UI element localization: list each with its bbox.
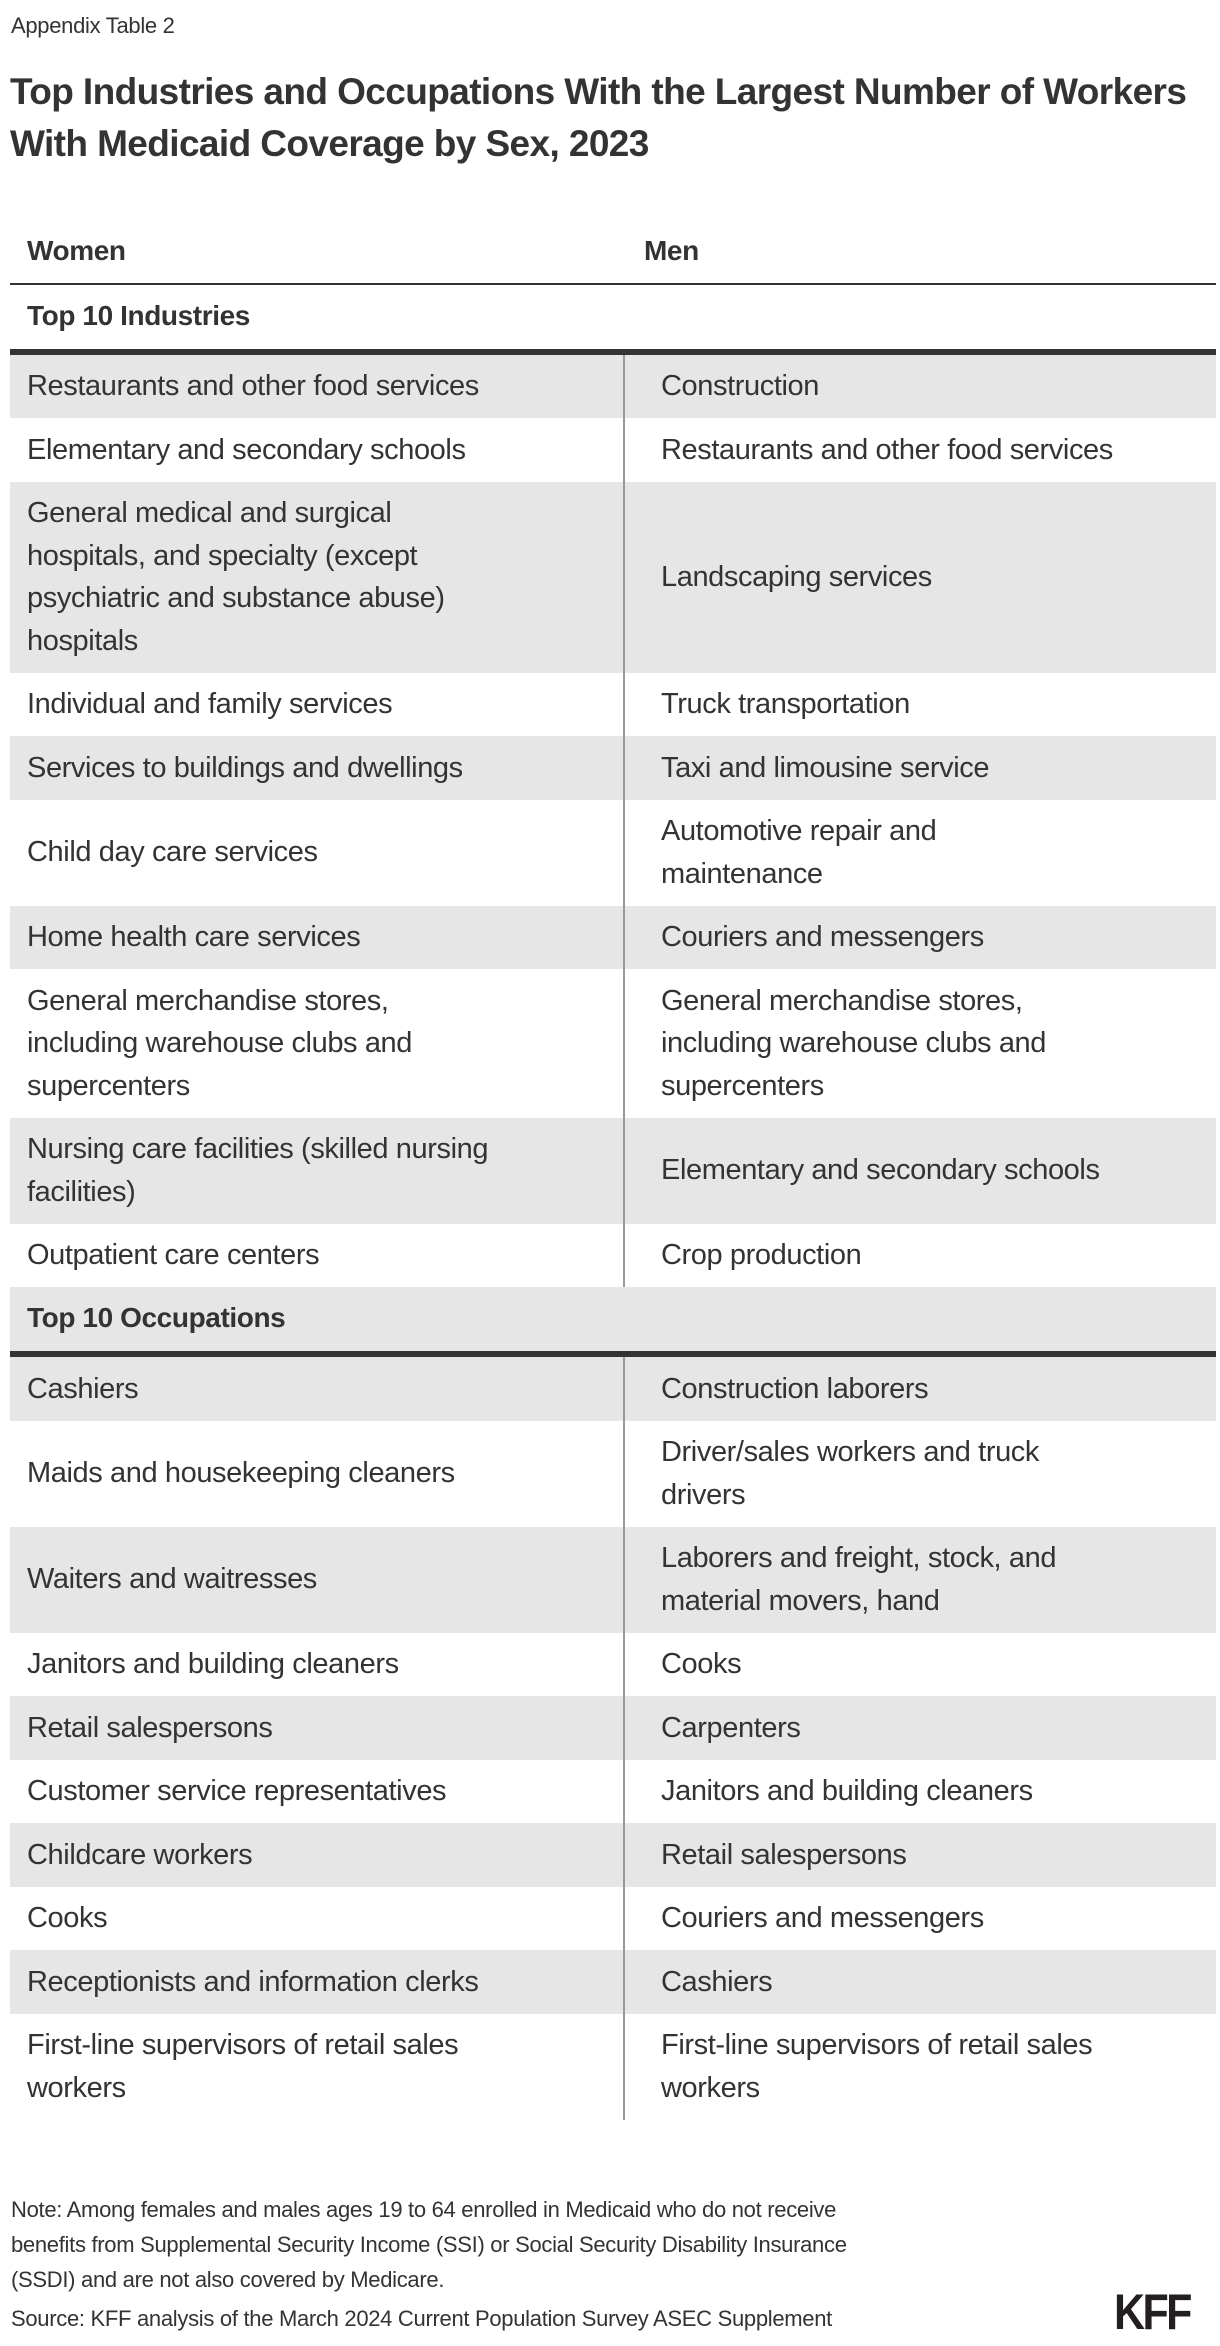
cell-text-line: First-line supervisors of retail sales xyxy=(27,2029,459,2061)
cell-text-line: Waiters and waitresses xyxy=(27,1563,317,1596)
cell-text-line: supercenters xyxy=(661,1069,824,1102)
cell-men xyxy=(624,673,1216,737)
cell-men xyxy=(624,418,1216,482)
table-row xyxy=(10,482,1216,673)
cell-men xyxy=(624,1696,1216,1760)
table-row xyxy=(10,673,1216,737)
cell-text-line: Construction xyxy=(661,370,819,402)
cell-text-line: General medical and surgical xyxy=(27,497,392,529)
cell-text-line: Truck transportation xyxy=(661,688,910,720)
cell-women xyxy=(10,1527,624,1633)
cell-text-line: hospitals xyxy=(27,624,138,657)
note-line: benefits from Supplemental Security Income (SSI) or Social Security Disability Insurance xyxy=(11,2232,847,2257)
cell-women xyxy=(10,1421,624,1527)
cell-women xyxy=(10,1354,624,1421)
cell-women xyxy=(10,1760,624,1824)
table-row xyxy=(10,1354,1216,1421)
cell-text-line: Restaurants and other food services xyxy=(27,370,479,402)
cell-text-line: Cooks xyxy=(27,1902,108,1934)
cell-men xyxy=(624,1118,1216,1224)
cell-men xyxy=(624,482,1216,673)
cell-women xyxy=(10,2014,624,2120)
cell-women xyxy=(10,418,624,482)
cell-women xyxy=(10,1950,624,2014)
cell-text-line: Individual and family services xyxy=(27,688,393,720)
cell-text-line: Crop production xyxy=(661,1239,862,1271)
cell-men xyxy=(624,1823,1216,1887)
cell-men xyxy=(624,906,1216,970)
cell-women xyxy=(10,673,624,737)
cell-men xyxy=(624,352,1216,419)
cell-text-line: Carpenters xyxy=(661,1711,801,1744)
table-row xyxy=(10,1118,1216,1224)
cell-women xyxy=(10,969,624,1118)
note-line: (SSDI) and are not also covered by Medicare. xyxy=(11,2267,445,2292)
cell-text-line: maintenance xyxy=(661,857,823,890)
section-header-row xyxy=(10,1287,1216,1354)
column-header-row xyxy=(10,220,1216,284)
cell-text-line: Janitors and building cleaners xyxy=(27,1648,399,1680)
cell-men xyxy=(624,1527,1216,1633)
cell-text-line: Customer service representatives xyxy=(27,1775,447,1807)
cell-women xyxy=(10,1887,624,1951)
cell-men xyxy=(624,1633,1216,1697)
cell-text-line: hospitals, and specialty (except xyxy=(27,539,418,572)
cell-men xyxy=(624,1421,1216,1527)
cell-text-line: Janitors and building cleaners xyxy=(661,1775,1033,1807)
kff-logo: KFF xyxy=(1114,2284,1190,2340)
table-row xyxy=(10,352,1216,419)
cell-text-line: Maids and housekeeping cleaners xyxy=(27,1457,455,1490)
cell-men xyxy=(624,800,1216,906)
cell-text-line: Couriers and messengers xyxy=(661,921,984,953)
table-label: Appendix Table 2 xyxy=(11,13,175,38)
table-row xyxy=(10,1760,1216,1824)
cell-text-line: material movers, hand xyxy=(661,1584,940,1617)
cell-women xyxy=(10,1118,624,1224)
cell-women xyxy=(10,1633,624,1697)
source-note: Source: KFF analysis of the March 2024 Current Population Survey ASEC Supplement xyxy=(11,2306,832,2331)
cell-women xyxy=(10,906,624,970)
cell-text-line: Childcare workers xyxy=(27,1838,253,1871)
cell-text-line: General merchandise stores, xyxy=(661,984,1023,1017)
note xyxy=(11,2192,1071,2297)
cell-text-line: supercenters xyxy=(27,1069,190,1102)
cell-text-line: Automotive repair and xyxy=(661,815,937,847)
cell-text-line: drivers xyxy=(661,1478,746,1511)
cell-text-line: Cooks xyxy=(661,1648,742,1680)
cell-text-line: Home health care services xyxy=(27,921,361,953)
cell-women xyxy=(10,800,624,906)
column-header-men: Men xyxy=(624,220,1216,284)
cell-text-line: Elementary and secondary schools xyxy=(661,1154,1100,1187)
table-row xyxy=(10,1696,1216,1760)
table-row xyxy=(10,1224,1216,1288)
cell-men xyxy=(624,1887,1216,1951)
cell-text-line: Child day care services xyxy=(27,836,318,869)
section-header-row xyxy=(10,284,1216,352)
cell-women xyxy=(10,482,624,673)
cell-text-line: Outpatient care centers xyxy=(27,1239,320,1271)
section-title: Top 10 Industries xyxy=(10,284,1216,352)
cell-text-line: workers xyxy=(27,2071,126,2104)
cell-text-line: Cashiers xyxy=(27,1372,139,1405)
cell-men xyxy=(624,736,1216,800)
cell-text-line: Construction laborers xyxy=(661,1372,929,1405)
cell-text-line: General merchandise stores, xyxy=(27,984,389,1017)
column-header-women: Women xyxy=(10,220,624,284)
cell-text-line: Couriers and messengers xyxy=(661,1902,984,1934)
cell-text-line: Laborers and freight, stock, and xyxy=(661,1542,1057,1574)
table-row xyxy=(10,1950,1216,2014)
cell-men xyxy=(624,1950,1216,2014)
cell-text-line: workers xyxy=(661,2071,760,2104)
table-row xyxy=(10,800,1216,906)
cell-women xyxy=(10,1696,624,1760)
table-row xyxy=(10,1633,1216,1697)
cell-text-line: Landscaping services xyxy=(661,560,932,593)
table-row xyxy=(10,1527,1216,1633)
page-title: Top Industries and Occupations With the Largest Number of Workers With Medicaid Coverage by Sex, 2023 xyxy=(10,71,1187,164)
table-row xyxy=(10,418,1216,482)
cell-text-line: First-line supervisors of retail sales xyxy=(661,2029,1093,2061)
cell-text-line: including warehouse clubs and xyxy=(661,1027,1046,1059)
cell-text-line: Services to buildings and dwellings xyxy=(27,751,463,784)
cell-men xyxy=(624,2014,1216,2120)
cell-text-line: Retail salespersons xyxy=(661,1838,907,1871)
cell-women xyxy=(10,1224,624,1288)
cell-men xyxy=(624,1354,1216,1421)
table-row xyxy=(10,736,1216,800)
cell-men xyxy=(624,1760,1216,1824)
table-row xyxy=(10,1887,1216,1951)
cell-text-line: Retail salespersons xyxy=(27,1711,273,1744)
cell-men xyxy=(624,969,1216,1118)
section-title: Top 10 Occupations xyxy=(10,1287,1216,1354)
cell-text-line: including warehouse clubs and xyxy=(27,1027,412,1059)
table-row xyxy=(10,2014,1216,2120)
cell-text-line: Restaurants and other food services xyxy=(661,433,1113,466)
cell-men xyxy=(624,1224,1216,1288)
cell-women xyxy=(10,736,624,800)
table-row xyxy=(10,1421,1216,1527)
data-table xyxy=(10,220,1216,2120)
table-row xyxy=(10,1823,1216,1887)
table-row xyxy=(10,969,1216,1118)
cell-text-line: Nursing care facilities (skilled nursing xyxy=(27,1133,489,1165)
cell-text-line: Driver/sales workers and truck xyxy=(661,1436,1039,1468)
cell-text-line: Taxi and limousine service xyxy=(661,751,990,784)
cell-text-line: Elementary and secondary schools xyxy=(27,433,466,466)
cell-text-line: facilities) xyxy=(27,1175,136,1208)
cell-text-line: Receptionists and information clerks xyxy=(27,1965,479,1998)
cell-women xyxy=(10,352,624,419)
cell-women xyxy=(10,1823,624,1887)
cell-text-line: Cashiers xyxy=(661,1965,773,1998)
cell-text-line: psychiatric and substance abuse) xyxy=(27,582,445,614)
note-line: Note: Among females and males ages 19 to 64 enrolled in Medicaid who do not receive xyxy=(11,2197,837,2222)
table-row xyxy=(10,906,1216,970)
